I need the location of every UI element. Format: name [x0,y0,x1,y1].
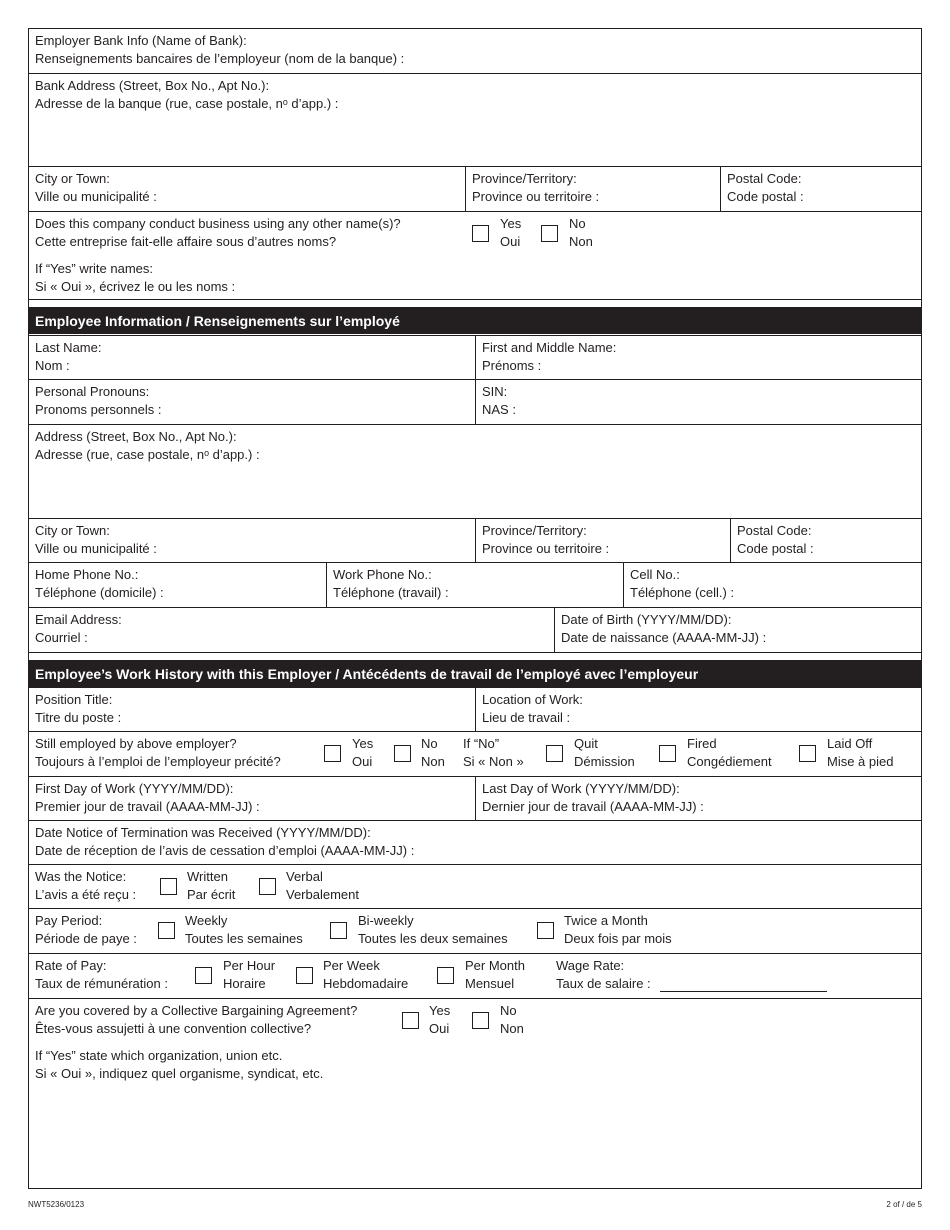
rate-question [35,957,168,993]
pronouns-label-en: Personal Pronouns: [35,384,150,399]
cell-phone-field[interactable] [623,563,921,607]
laid-off-en: Laid Off [827,736,873,751]
notice-date-label-en: Date Notice of Termination was Received (YYYY/MM/DD): [35,825,371,840]
other-names-yes-label [500,215,521,251]
location-label-fr: Lieu de travail : [482,710,571,725]
per-week-en: Per Week [323,958,380,973]
no-en: No [421,736,438,751]
written-fr: Par écrit [187,887,236,902]
position-label-en: Position Title: [35,692,113,707]
weekly-label [185,912,303,948]
dob-label-fr: Date de naissance (AAAA-MM-JJ) : [561,630,767,645]
per-week-fr: Hebdomadaire [323,976,409,991]
cba-fr: Êtes-vous assujetti à une convention collective? [35,1021,312,1036]
per-month-fr: Mensuel [465,976,515,991]
biweekly-fr: Toutes les deux semaines [358,931,508,946]
other-names-no-label [569,215,593,251]
bank-province-label-en: Province/Territory: [472,171,577,186]
still-employed-no-checkbox[interactable] [394,745,411,762]
last-name-label-fr: Nom : [35,358,70,373]
bank-address-row [29,74,921,167]
notice-fr: L’avis a été reçu : [35,887,137,902]
first-day-label-en: First Day of Work (YYYY/MM/DD): [35,781,234,796]
sin-label-en: SIN: [482,384,508,399]
twice-month-label [564,912,672,948]
if-yes-org-en: If “Yes” state which organization, union etc. [35,1048,283,1063]
cell-label-fr: Téléphone (cell.) : [630,585,735,600]
email-label-fr: Courriel : [35,630,88,645]
laid-off-checkbox[interactable] [799,745,816,762]
last-name-label-en: Last Name: [35,340,102,355]
first-day-field[interactable] [29,777,475,820]
twice-month-checkbox[interactable] [537,922,554,939]
address-label-en: Address (Street, Box No., Apt No.): [35,429,237,444]
weekly-checkbox[interactable] [158,922,175,939]
dob-label-en: Date of Birth (YYYY/MM/DD): [561,612,732,627]
section-gap [29,653,921,661]
bank-city-label-fr: Ville ou municipalité : [35,189,157,204]
address-label-fr: Adresse (rue, case postale, nᵒ d’app.) : [35,447,260,462]
written-label [187,868,235,904]
province-label-fr: Province ou territoire : [482,541,610,556]
no-fr: Non [569,234,593,249]
pay-period-en: Pay Period: [35,913,103,928]
biweekly-en: Bi-weekly [358,913,414,928]
pay-period-fr: Période de paye : [35,931,137,946]
fired-label [687,735,772,771]
phone-row [29,563,921,608]
per-hour-checkbox[interactable] [195,967,212,984]
rate-en: Rate of Pay: [35,958,107,973]
location-label-en: Location of Work: [482,692,583,707]
first-name-field[interactable] [475,336,921,379]
still-employed-yes-label [352,735,373,771]
written-checkbox[interactable] [160,878,177,895]
pronouns-label-fr: Pronoms personnels : [35,402,162,417]
form-id: NWT5236/0123 [28,1200,85,1209]
wage-rate-label [556,957,651,993]
quit-label [574,735,635,771]
other-names-no-checkbox[interactable] [541,225,558,242]
bank-name-row [29,29,921,74]
page-number: 2 of / de 5 [886,1200,922,1209]
if-yes-names-fr: Si « Oui », écrivez le ou les noms : [35,279,236,294]
sin-label-fr: NAS : [482,402,516,417]
biweekly-checkbox[interactable] [330,922,347,939]
notice-date-row [29,821,921,865]
name-row [29,335,921,380]
still-employed-question [35,735,281,771]
per-month-label [465,957,525,993]
no-fr: Non [500,1021,524,1036]
bank-province-label-fr: Province ou territoire : [472,189,600,204]
cba-no-checkbox[interactable] [472,1012,489,1029]
bank-address-label-fr: Adresse de la banque (rue, case postale, nᵒ d’app.) : [35,96,339,111]
section-gap [29,300,921,308]
last-day-label-fr: Dernier jour de travail (AAAA-MM-JJ) : [482,799,704,814]
notice-type-row [29,865,921,909]
bank-name-field[interactable] [29,29,921,73]
dob-field[interactable] [554,608,921,652]
bank-address-label-en: Bank Address (Street, Box No., Apt No.): [35,78,270,93]
bank-postal-label-fr: Code postal : [727,189,804,204]
verbal-checkbox[interactable] [259,878,276,895]
employee-info-header: Employee Information / Renseignements sur l’employé [29,308,921,334]
wage-rate-fr: Taux de salaire : [556,976,651,991]
bank-city-field[interactable] [29,167,465,211]
still-employed-no-label [421,735,445,771]
cell-label-en: Cell No.: [630,567,680,582]
home-phone-field[interactable] [29,563,326,607]
email-label-en: Email Address: [35,612,122,627]
yes-fr: Oui [429,1021,450,1036]
city-label-fr: Ville ou municipalité : [35,541,157,556]
if-yes-names-en: If “Yes” write names: [35,261,154,276]
yes-fr: Oui [352,754,373,769]
bank-name-label-en: Employer Bank Info (Name of Bank): [35,33,247,48]
twice-month-en: Twice a Month [564,913,648,928]
weekly-fr: Toutes les semaines [185,931,303,946]
rate-row [29,954,921,999]
cba-yes-label [429,1002,450,1038]
per-month-checkbox[interactable] [437,967,454,984]
cba-no-label [500,1002,524,1038]
last-name-field[interactable] [29,336,475,379]
notice-question [35,868,136,904]
sin-field[interactable] [475,380,921,424]
address-field[interactable] [29,425,921,518]
work-history-header: Employee’s Work History with this Employer / Antécédents de travail de l’employé avec l’employeur [29,661,921,687]
biweekly-label [358,912,508,948]
address-row [29,425,921,519]
other-names-label-fr: Cette entreprise fait-elle affaire sous d’autres noms? [35,234,337,249]
per-week-label [323,957,408,993]
work-phone-label-en: Work Phone No.: [333,567,432,582]
postal-label-en: Postal Code: [737,523,812,538]
cba-en: Are you covered by a Collective Bargaining Agreement? [35,1003,358,1018]
still-employed-yes-checkbox[interactable] [324,745,341,762]
bank-city-row [29,167,921,212]
other-names-yes-checkbox[interactable] [472,225,489,242]
work-dates-row [29,777,921,821]
cba-yes-checkbox[interactable] [402,1012,419,1029]
still-employed-row [29,732,921,777]
other-names-row [29,212,921,300]
verbal-label [286,868,359,904]
cba-row [29,999,921,1189]
first-name-label-en: First and Middle Name: [482,340,617,355]
no-en: No [500,1003,517,1018]
if-no-en: If “No” [463,736,500,751]
work-phone-label-fr: Téléphone (travail) : [333,585,449,600]
postal-label-fr: Code postal : [737,541,814,556]
position-field[interactable] [29,688,475,731]
if-no-label [463,735,524,771]
written-en: Written [187,869,228,884]
bank-city-label-en: City or Town: [35,171,110,186]
fired-en: Fired [687,736,717,751]
wage-rate-input[interactable] [660,974,827,992]
form-page [28,28,922,1189]
bank-address-field[interactable] [29,74,921,166]
if-no-fr: Si « Non » [463,754,524,769]
notice-date-field[interactable] [29,821,921,864]
per-hour-fr: Horaire [223,976,266,991]
no-en: No [569,216,586,231]
yes-en: Yes [500,216,522,231]
other-names-label-en: Does this company conduct business using any other name(s)? [35,216,401,231]
per-month-en: Per Month [465,958,525,973]
pay-period-row [29,909,921,954]
laid-off-label [827,735,893,771]
twice-month-fr: Deux fois par mois [564,931,672,946]
notice-date-label-fr: Date de réception de l’avis de cessation d’emploi (AAAA-MM-JJ) : [35,843,415,858]
weekly-en: Weekly [185,913,228,928]
home-phone-label-fr: Téléphone (domicile) : [35,585,164,600]
quit-en: Quit [574,736,598,751]
pronouns-field[interactable] [29,380,475,424]
first-day-label-fr: Premier jour de travail (AAAA-MM-JJ) : [35,799,260,814]
other-names-field[interactable] [35,260,235,296]
position-label-fr: Titre du poste : [35,710,122,725]
laid-off-fr: Mise à pied [827,754,894,769]
verbal-en: Verbal [286,869,323,884]
last-day-label-en: Last Day of Work (YYYY/MM/DD): [482,781,680,796]
per-week-checkbox[interactable] [296,967,313,984]
position-row [29,687,921,732]
pronouns-row [29,380,921,425]
email-row [29,608,921,653]
per-hour-en: Per Hour [223,958,276,973]
bank-postal-field[interactable] [720,167,921,211]
province-label-en: Province/Territory: [482,523,587,538]
verbal-fr: Verbalement [286,887,359,902]
cba-question [35,1002,357,1038]
still-employed-en: Still employed by above employer? [35,736,237,751]
city-field[interactable] [29,519,475,562]
yes-en: Yes [352,736,374,751]
quit-fr: Démission [574,754,635,769]
city-label-en: City or Town: [35,523,110,538]
yes-en: Yes [429,1003,451,1018]
notice-en: Was the Notice: [35,869,127,884]
bank-postal-label-en: Postal Code: [727,171,802,186]
last-day-field[interactable] [475,777,921,820]
bank-name-label-fr: Renseignements bancaires de l’employeur (nom de la banque) : [35,51,405,66]
fired-fr: Congédiement [687,754,772,769]
first-name-label-fr: Prénoms : [482,358,542,373]
per-hour-label [223,957,275,993]
work-phone-field[interactable] [326,563,623,607]
home-phone-label-en: Home Phone No.: [35,567,139,582]
no-fr: Non [421,754,445,769]
rate-fr: Taux de rémunération : [35,976,168,991]
province-field[interactable] [475,519,730,562]
cba-organization-field[interactable] [35,1047,323,1083]
if-yes-org-fr: Si « Oui », indiquez quel organisme, syndicat, etc. [35,1066,324,1081]
fired-checkbox[interactable] [659,745,676,762]
bank-province-field[interactable] [465,167,720,211]
yes-fr: Oui [500,234,521,249]
wage-rate-en: Wage Rate: [556,958,625,973]
email-field[interactable] [29,608,554,652]
quit-checkbox[interactable] [546,745,563,762]
location-field[interactable] [475,688,921,731]
still-employed-fr: Toujours à l’emploi de l’employeur précité? [35,754,281,769]
postal-field[interactable] [730,519,921,562]
employee-city-row [29,519,921,563]
pay-period-question [35,912,137,948]
